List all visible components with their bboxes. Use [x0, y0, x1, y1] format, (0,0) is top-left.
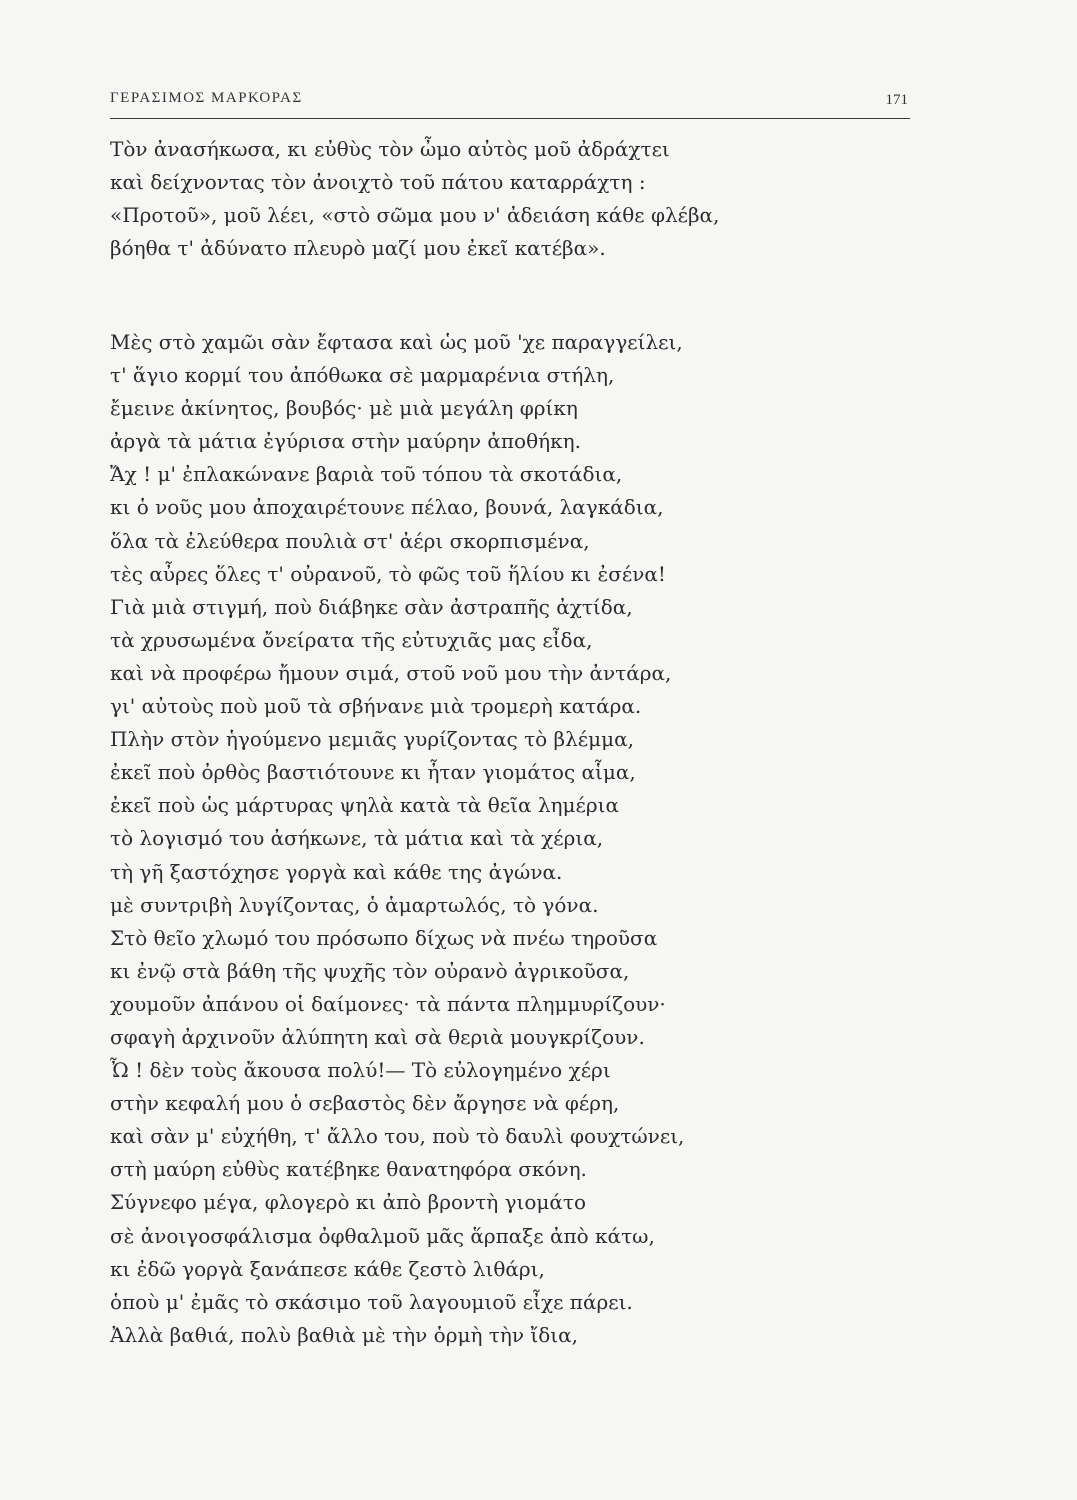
- verse-line: σφαγὴ ἀρχινοῦν ἀλύπητη καὶ σὰ θεριὰ μουγκρίζουν.: [110, 1024, 645, 1049]
- verse-line: Μὲς στὸ χαμῶι σὰν ἔφτασα καὶ ὡς μοῦ 'χε παραγγείλει,: [110, 330, 683, 354]
- verse-line: ἐκεῖ ποὺ ὀρθὸς βαστιότουνε κι ἦταν γιομάτος αἷμα,: [110, 760, 636, 785]
- running-head-author: ΓΕΡΑΣΙΜΟΣ ΜΑΡΚΟΡΑΣ: [110, 90, 303, 106]
- verse-line: στὴν κεφαλή μου ὁ σεβαστὸς δὲν ἄργησε νὰ φέρη,: [110, 1091, 620, 1116]
- verse-line: καὶ δείχνοντας τὸν ἀνοιχτὸ τοῦ πάτου καταρράχτη :: [110, 170, 646, 195]
- verse-line: καὶ νὰ προφέρω ἤμουν σιμά, στοῦ νοῦ μου τὴν ἀντάρα,: [110, 660, 672, 685]
- verse-line: καὶ σὰν μ' εὐχήθη, τ' ἄλλο του, ποὺ τὸ δαυλὶ φουχτώνει,: [110, 1124, 685, 1149]
- verse-line: Τὸν ἀνασήκωσα, κι εὐθὺς τὸν ὦμο αὐτὸς μοῦ ἀδράχτει: [110, 137, 670, 161]
- verse-line: «Προτοῦ», μοῦ λέει, «στὸ σῶμα μου ν' ἀδειάση κάθε φλέβα,: [110, 203, 720, 228]
- poem-stanza-2: [110, 326, 910, 1352]
- verse-line: τ' ἅγιο κορμί του ἀπόθωκα σὲ μαρμαρένια στήλη,: [110, 363, 615, 388]
- verse-line: κι ἐδῶ γοργὰ ξανάπεσε κάθε ζεστὸ λιθάρι,: [110, 1256, 545, 1281]
- running-head: [110, 88, 910, 119]
- verse-line: ἀργὰ τὰ μάτια ἐγύρισα στὴν μαύρην ἀποθήκη.: [110, 429, 581, 454]
- verse-line: Στὸ θεῖο χλωμό του πρόσωπο δίχως νὰ πνέω τηροῦσα: [110, 925, 658, 950]
- page-number: 171: [885, 92, 908, 108]
- verse-line: κι ὁ νοῦς μου ἀποχαιρέτουνε πέλαο, βουνά, λαγκάδια,: [110, 495, 664, 520]
- verse-line: Γιὰ μιὰ στιγμή, ποὺ διάβηκε σὰν ἀστραπῆς ἀχτίδα,: [110, 594, 633, 619]
- verse-line: ὅλα τὰ ἐλεύθερα πουλιὰ στ' ἀέρι σκορπισμένα,: [110, 528, 590, 553]
- verse-line: Ὦ ! δὲν τοὺς ἄκουσα πολύ!— Τὸ εὐλογημένο χέρι: [110, 1058, 611, 1083]
- verse-line: βόηθα τ' ἀδύνατο πλευρὸ μαζί μου ἐκεῖ κατέβα».: [110, 236, 606, 261]
- verse-line: Ἄχ ! μ' ἐπλακώνανε βαριὰ τοῦ τόπου τὰ σκοτάδια,: [110, 462, 623, 487]
- verse-line: ἐκεῖ ποὺ ὡς μάρτυρας ψηλὰ κατὰ τὰ θεῖα λημέρια: [110, 793, 619, 818]
- verse-line: κι ἐνῷ στὰ βάθη τῆς ψυχῆς τὸν οὐρανὸ ἀγρικοῦσα,: [110, 958, 630, 983]
- verse-line: τὰ χρυσωμένα ὄνείρατα τῆς εὐτυχιᾶς μας εἶδα,: [110, 627, 593, 652]
- verse-line: Σύγνεφο μέγα, φλογερὸ κι ἀπὸ βροντὴ γιομάτο: [110, 1190, 587, 1215]
- verse-line: Πλὴν στὸν ἡγούμενο μεμιᾶς γυρίζοντας τὸ βλέμμα,: [110, 727, 635, 752]
- poem-stanza-1: [110, 133, 910, 265]
- verse-line: τὴ γῆ ξαστόχησε γοργὰ καὶ κάθε της ἀγώνα.: [110, 859, 563, 884]
- verse-line: χουμοῦν ἀπάνου οἱ δαίμονες· τὰ πάντα πλημμυρίζουν·: [110, 991, 666, 1016]
- verse-line: γι' αὐτοὺς ποὺ μοῦ τὰ σβήνανε μιὰ τρομερὴ κατάρα.: [110, 694, 642, 719]
- verse-line: ὁποὺ μ' ἐμᾶς τὸ σκάσιμο τοῦ λαγουμιοῦ εἶχε πάρει.: [110, 1289, 633, 1314]
- verse-line: σὲ ἀνοιγοσφάλισμα ὀφθαλμοῦ μᾶς ἅρπαξε ἀπὸ κάτω,: [110, 1223, 655, 1248]
- verse-line: τὲς αὖρες ὅλες τ' οὐρανοῦ, τὸ φῶς τοῦ ἥλίου κι ἐσένα!: [110, 561, 666, 586]
- verse-line: ἔμεινε ἀκίνητος, βουβός· μὲ μιὰ μεγάλη φρίκη: [110, 396, 578, 421]
- verse-line: Ἀλλὰ βαθιά, πολὺ βαθιὰ μὲ τὴν ὁρμὴ τὴν ἴδια,: [110, 1322, 578, 1347]
- verse-line: τὸ λογισμό του ἀσήκωνε, τὰ μάτια καὶ τὰ χέρια,: [110, 826, 604, 851]
- verse-line: μὲ συντριβὴ λυγίζοντας, ὁ ἁμαρτωλός, τὸ γόνα.: [110, 892, 599, 917]
- verse-line: στὴ μαύρη εὐθὺς κατέβηκε θανατηφόρα σκόνη.: [110, 1157, 587, 1182]
